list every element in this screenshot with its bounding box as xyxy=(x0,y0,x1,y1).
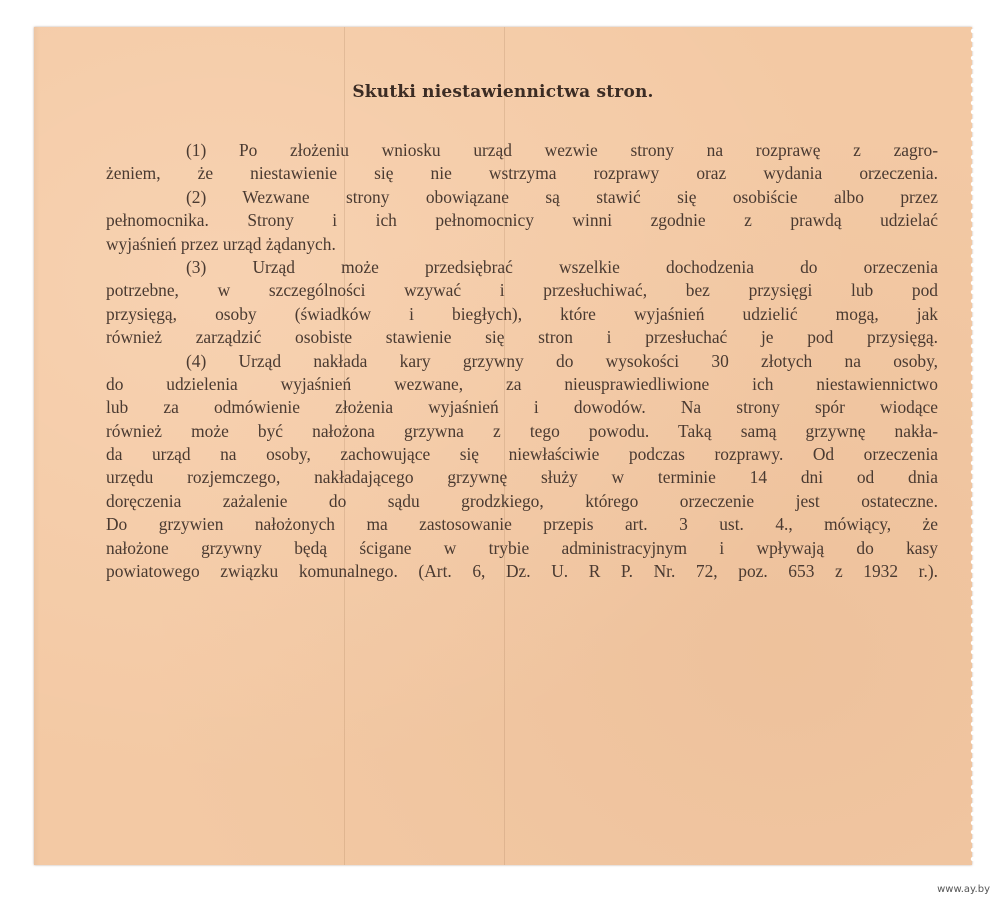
text-line: do udzielenia wyjaśnień wezwane, za nieusprawiedliwione ich niestawiennictwo xyxy=(106,373,938,394)
text-line: lub za odmówienie złożenia wyjaśnień i dowodów. Na strony spór wiodące xyxy=(106,397,938,418)
perforated-edge xyxy=(970,27,976,865)
document-body xyxy=(106,139,938,583)
text-line: potrzebne, w szczególności wzywać i przesłuchiwać, bez przysięgi lub pod xyxy=(106,280,938,301)
text-line: Do grzywien nałożonych ma zastosowanie przepis art. 3 ust. 4., mówiący, że xyxy=(106,514,938,535)
text-line: da urząd na osoby, zachowujące się niewłaściwie podczas rozprawy. Od orzeczenia xyxy=(106,444,938,465)
document-title: Skutki niestawiennictwa stron. xyxy=(352,82,654,102)
text-line: urzędu rozjemczego, nakładającego grzywnę służy w terminie 14 dni od dnia xyxy=(106,467,938,488)
text-line: również zarządzić osobiste stawienie się stron i przesłuchać je pod przysięgą. xyxy=(106,327,938,348)
text-line: nałożone grzywny będą ścigane w trybie administracyjnym i wpływają do kasy xyxy=(106,537,938,558)
text-line: (2) Wezwane strony obowiązane są stawić się osobiście albo przez xyxy=(186,186,938,207)
text-line: powiatowego związku komunalnego. (Art. 6, Dz. U. R P. Nr. 72, poz. 653 z 1932 r.). xyxy=(106,561,938,582)
text-line: pełnomocnika. Strony i ich pełnomocnicy winni zgodnie z prawdą udzielać xyxy=(106,210,938,231)
text-line: (1) Po złożeniu wniosku urząd wezwie strony na rozprawę z zagro- xyxy=(186,140,938,160)
document-sheet xyxy=(34,27,972,865)
text-line: przysięgą, osoby (świadków i biegłych), które wyjaśnień udzielić mogą, jak xyxy=(106,303,938,324)
site-watermark: www.ay.by xyxy=(937,884,990,895)
text-line: wyjaśnień przez urząd żądanych. xyxy=(106,233,336,254)
text-line: również może być nałożona grzywna z tego powodu. Taką samą grzywnę nakła- xyxy=(106,420,938,441)
text-line: (4) Urząd nakłada kary grzywny do wysokości 30 złotych na osoby, xyxy=(186,350,938,371)
text-line: (3) Urząd może przedsiębrać wszelkie dochodzenia do orzeczenia xyxy=(186,256,938,277)
text-line: doręczenia zażalenie do sądu grodzkiego, którego orzeczenie jest ostateczne. xyxy=(106,490,938,511)
text-line: żeniem, że niestawienie się nie wstrzyma rozprawy oraz wydania orzeczenia. xyxy=(106,163,938,184)
